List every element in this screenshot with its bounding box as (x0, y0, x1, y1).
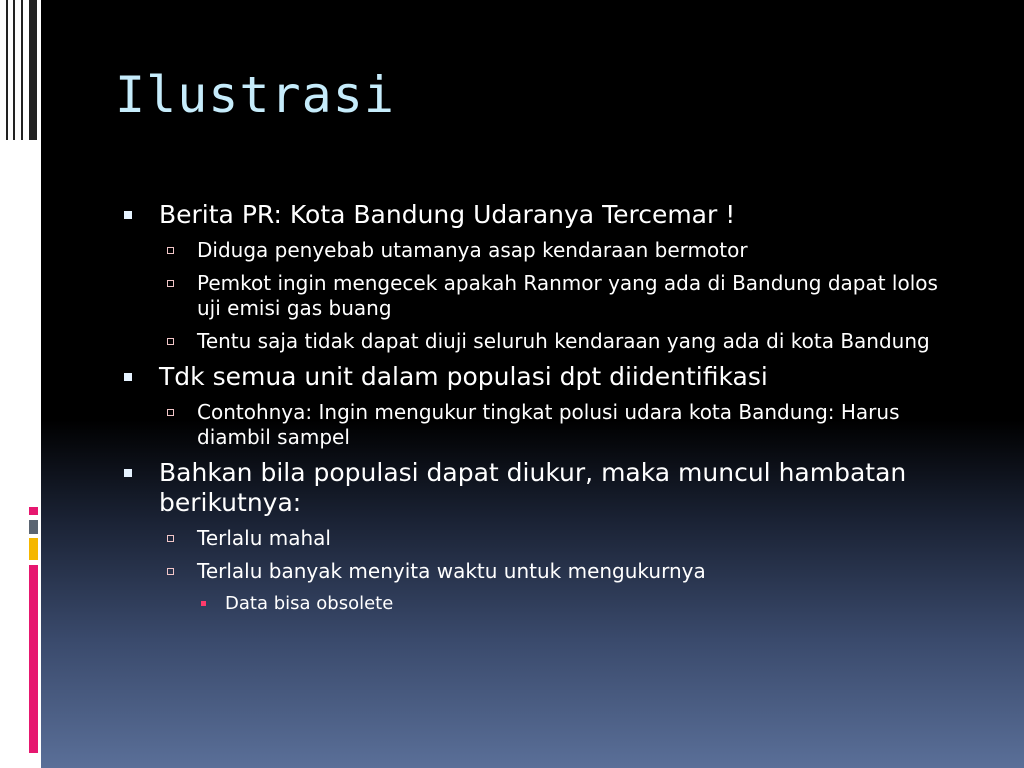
sub-bullet-text: Pemkot ingin mengecek apakah Ranmor yang ada di Bandung dapat lolos uji emisi gas buang (197, 271, 938, 320)
strip-line (21, 0, 23, 140)
small-square-bullet-icon (201, 601, 206, 606)
accent-yellow-block (29, 538, 38, 560)
hollow-square-bullet-icon (167, 280, 174, 287)
hollow-square-bullet-icon (167, 409, 174, 416)
hollow-square-bullet-icon (167, 568, 174, 575)
strip-line (6, 0, 8, 140)
bullet-text: Bahkan bila populasi dapat diukur, maka muncul hambatan berikutnya: (159, 458, 907, 517)
bullet-text: Berita PR: Kota Bandung Udaranya Tercemar ! (159, 200, 736, 229)
sub-bullet-item (122, 238, 962, 263)
bullet-text: Tdk semua unit dalam populasi dpt diidentifikasi (159, 362, 768, 391)
square-bullet-icon (124, 211, 132, 219)
accent-gray-block (29, 520, 38, 534)
bullet-item (122, 200, 962, 230)
strip-line (29, 0, 37, 140)
hollow-square-bullet-icon (167, 338, 174, 345)
sub-bullet-text: Diduga penyebab utamanya asap kendaraan bermotor (197, 238, 748, 262)
square-bullet-icon (124, 373, 132, 381)
hollow-square-bullet-icon (167, 535, 174, 542)
sub-sub-bullet-item (122, 592, 962, 615)
sub-bullet-item (122, 400, 962, 450)
strip-line (13, 0, 15, 140)
sub-bullet-item (122, 526, 962, 551)
sub-bullet-text: Contohnya: Ingin mengukur tingkat polusi udara kota Bandung: Harus diambil sampel (197, 400, 900, 449)
bullet-item (122, 458, 962, 518)
sub-sub-bullet-text: Data bisa obsolete (225, 593, 394, 614)
sub-bullet-text: Terlalu mahal (197, 526, 331, 550)
sub-bullet-item (122, 271, 962, 321)
sub-bullet-text: Terlalu banyak menyita waktu untuk mengukurnya (197, 559, 706, 583)
slide-title: Ilustrasi (115, 66, 395, 124)
sub-bullet-text: Tentu saja tidak dapat diuji seluruh kendaraan yang ada di kota Bandung (197, 329, 930, 353)
left-decorative-strip (0, 0, 41, 768)
bullet-item (122, 362, 962, 392)
accent-pink-small (29, 507, 38, 515)
square-bullet-icon (124, 469, 132, 477)
sub-bullet-item (122, 329, 962, 354)
sub-bullet-item (122, 559, 962, 584)
hollow-square-bullet-icon (167, 247, 174, 254)
accent-pink-bar (29, 565, 38, 753)
bullet-list (122, 200, 962, 621)
